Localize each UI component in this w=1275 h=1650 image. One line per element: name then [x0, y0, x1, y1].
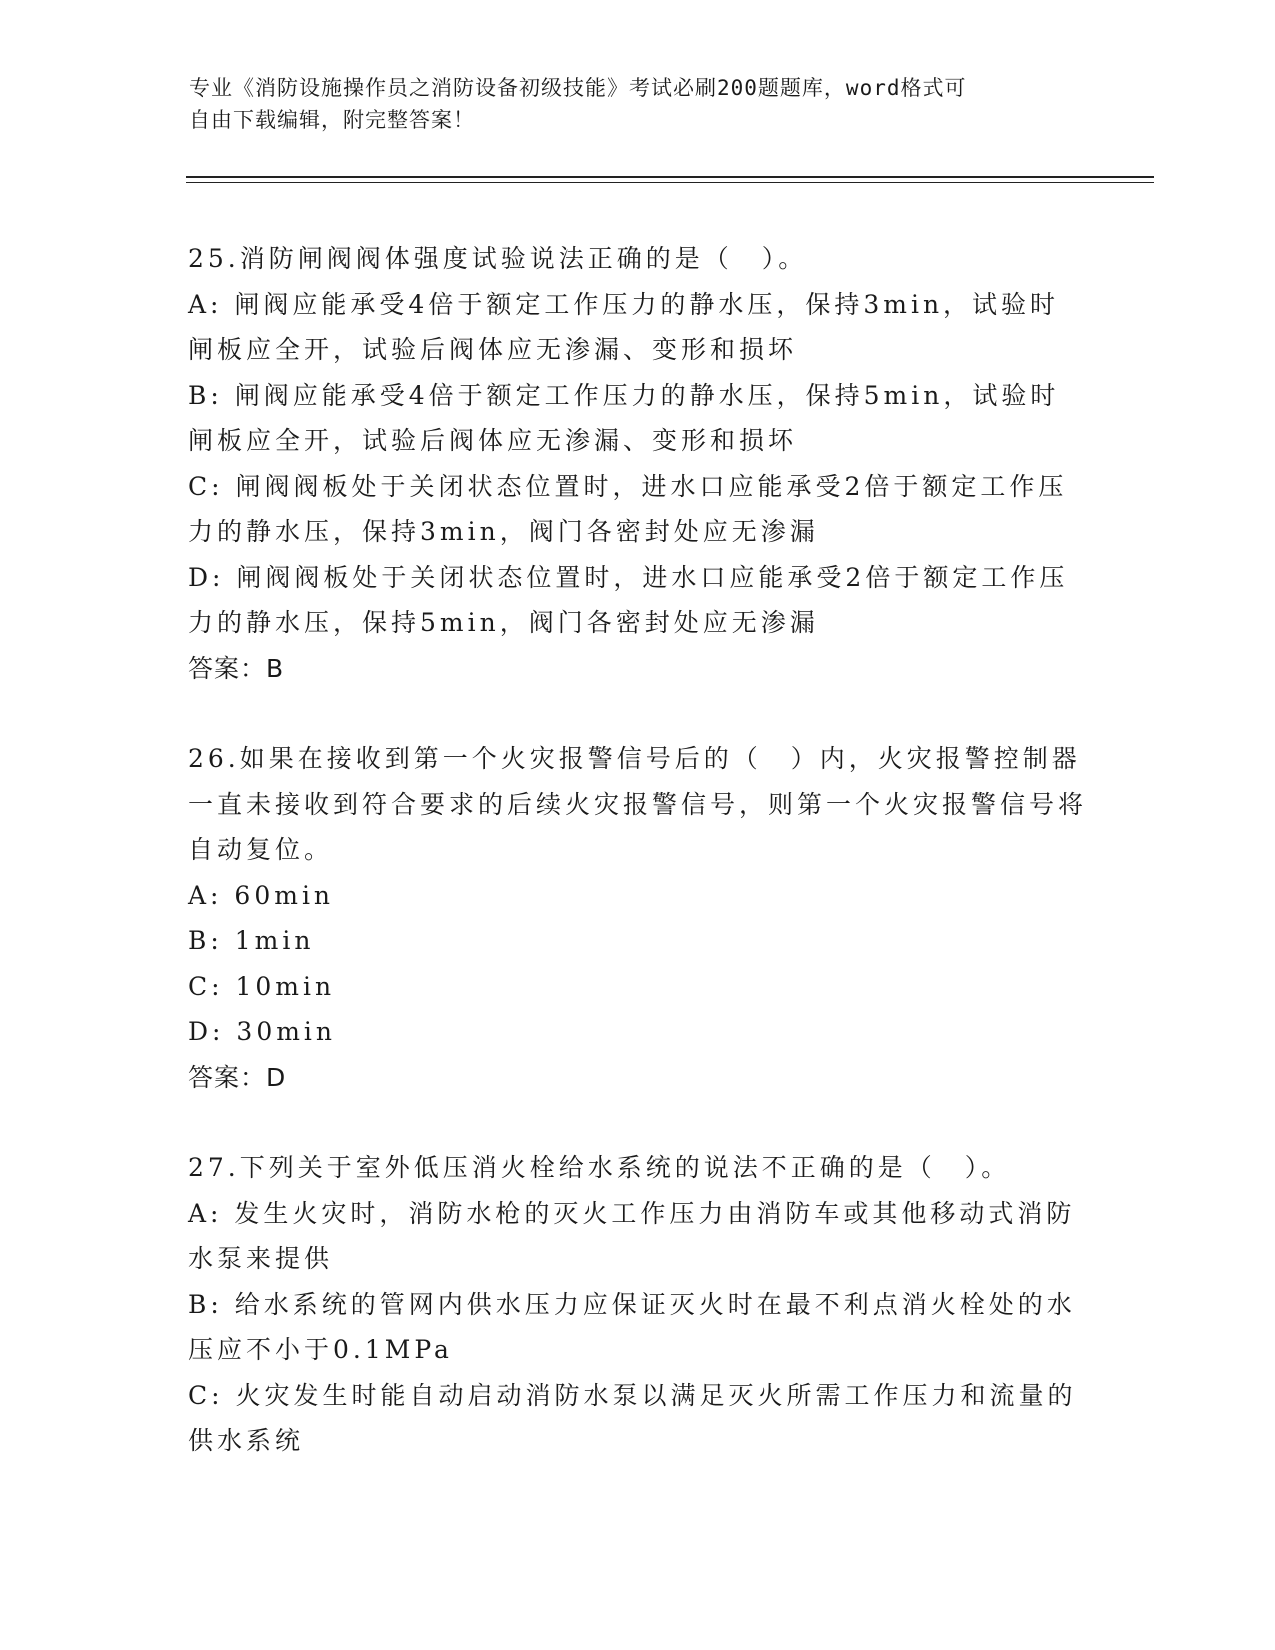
question-stem: 26.如果在接收到第一个火灾报警信号后的（ ）内，火灾报警控制器一直未接收到符合要求的后续火灾报警信号，则第一个火灾报警信号将自动复位。	[188, 744, 1088, 864]
question-list	[188, 236, 1088, 1509]
header-divider-thin	[186, 182, 1154, 183]
header-divider-thick	[186, 176, 1154, 178]
header-line-1: 专业《消防设施操作员之消防设备初级技能》考试必刷200题题库，word格式可	[189, 76, 967, 100]
header-line-2: 自由下载编辑，附完整答案！	[189, 108, 475, 132]
option-b: B: 1min	[188, 926, 315, 955]
question-stem: 25.消防闸阀阀体强度试验说法正确的是（ ）。	[188, 244, 808, 273]
option-c: C: 10min	[188, 971, 336, 1001]
option-b: B: 给水系统的管网内供水压力应保证灭火时在最不利点消火栓处的水压应不小于0.1MPa	[188, 1289, 1076, 1364]
option-c: C: 闸阀阀板处于关闭状态位置时，进水口应能承受2倍于额定工作压力的静水压，保持3min，阀门各密封处应无渗漏	[188, 471, 1068, 546]
option-b: B: 闸阀应能承受4倍于额定工作压力的静水压，保持5min，试验时闸板应全开，试验后阀体应无渗漏、变形和损坏	[188, 380, 1060, 455]
question-stem: 27.下列关于室外低压消火栓给水系统的说法不正确的是（ ）。	[188, 1153, 1011, 1182]
document-header	[189, 72, 1089, 136]
option-c: C: 火灾发生时能自动启动消防水泵以满足灭火所需工作压力和流量的供水系统	[188, 1380, 1077, 1455]
answer: 答案：D	[188, 1062, 287, 1092]
option-d: D: 闸阀阀板处于关闭状态位置时，进水口应能承受2倍于额定工作压力的静水压，保持5min，阀门各密封处应无渗漏	[188, 562, 1069, 637]
question-26	[188, 736, 1088, 1100]
question-27	[188, 1145, 1088, 1464]
answer: 答案：B	[188, 653, 285, 683]
option-a: A: 发生火灾时，消防水枪的灭火工作压力由消防车或其他移动式消防水泵来提供	[188, 1198, 1076, 1273]
option-d: D: 30min	[188, 1017, 337, 1046]
option-a: A: 60min	[188, 880, 335, 910]
option-a: A: 闸阀应能承受4倍于额定工作压力的静水压，保持3min，试验时闸板应全开，试验后阀体应无渗漏、变形和损坏	[188, 289, 1060, 364]
question-25	[188, 236, 1088, 691]
